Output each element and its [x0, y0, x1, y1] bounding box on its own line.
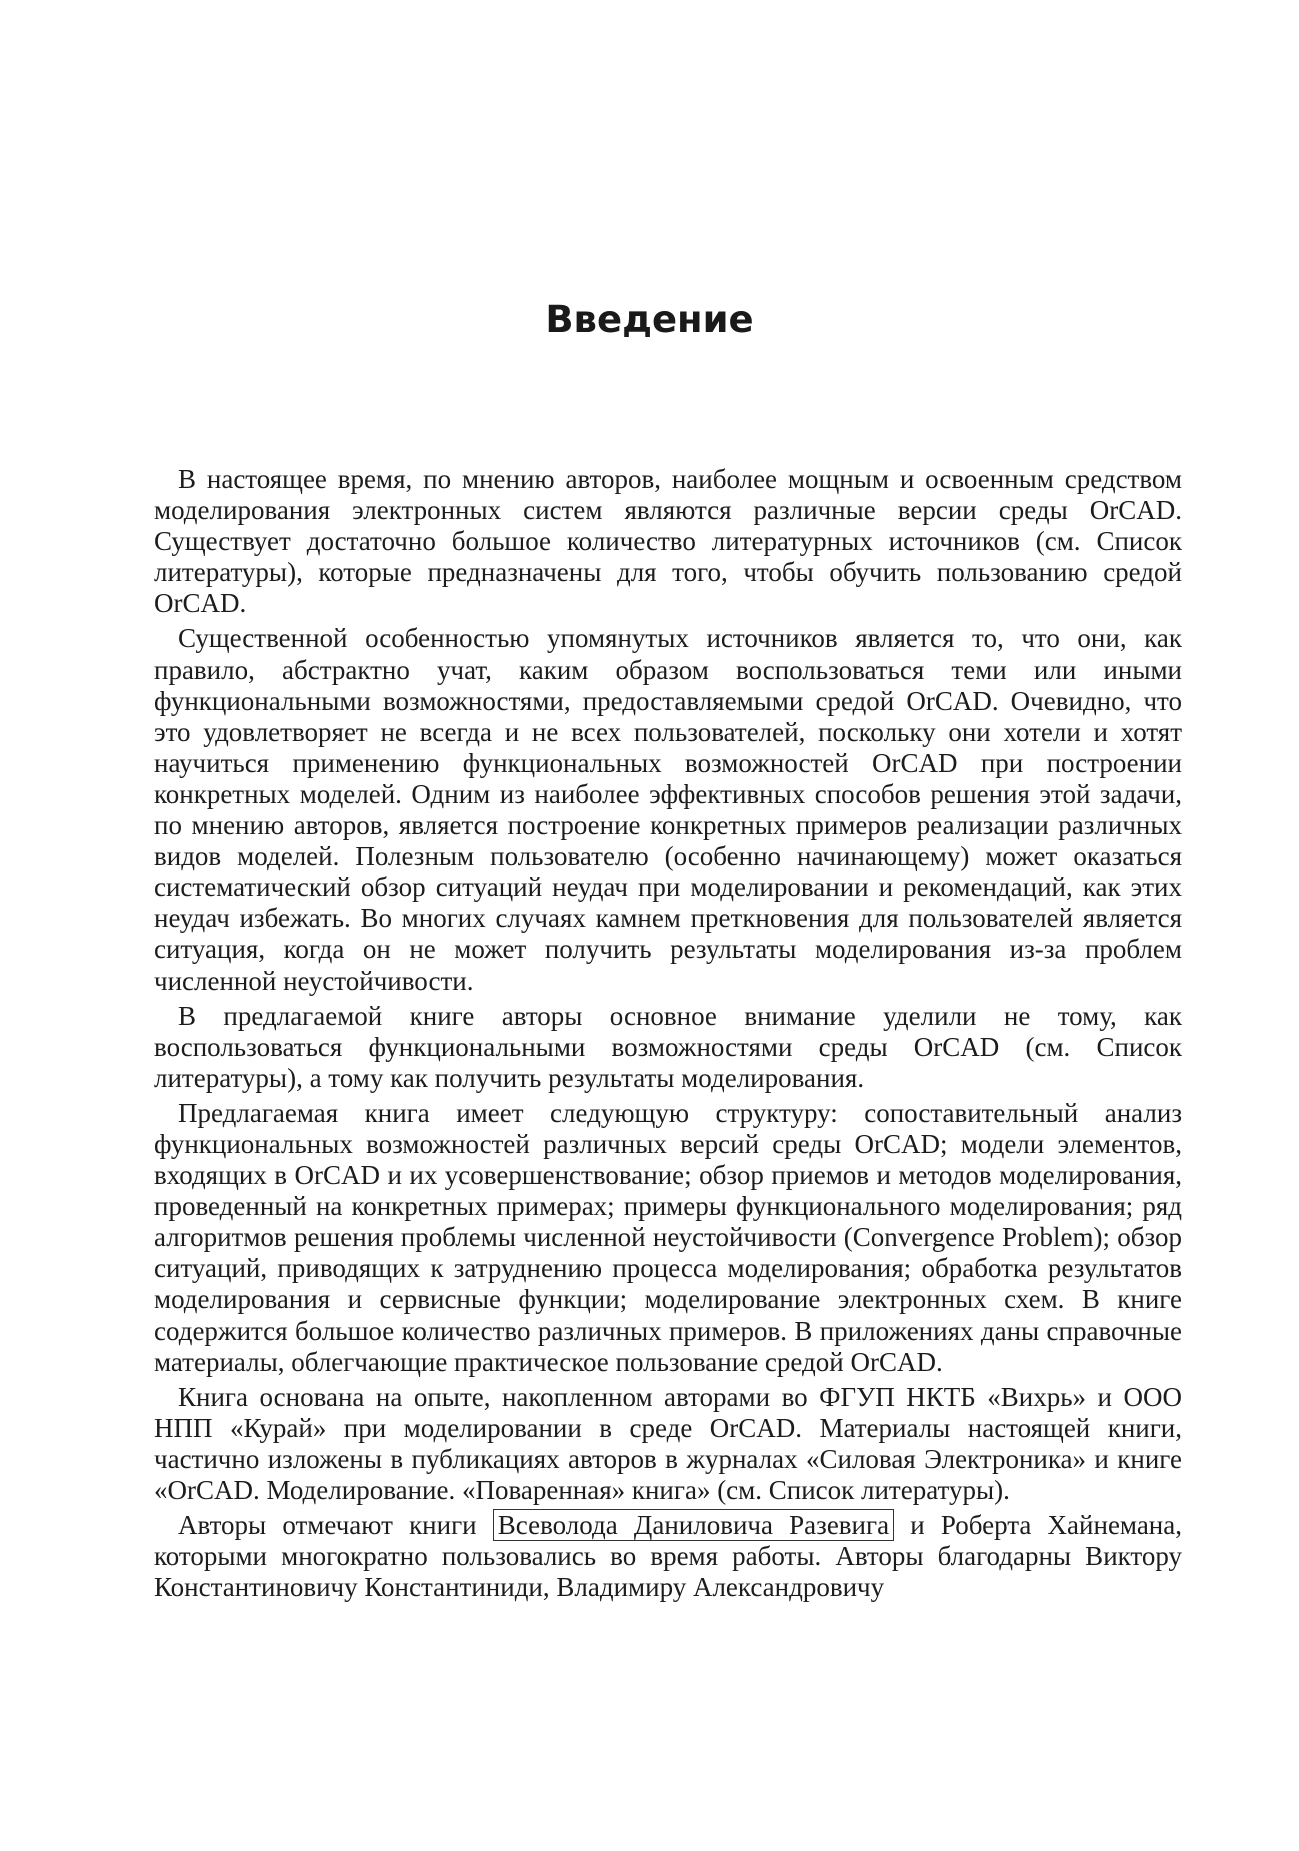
body-text [154, 464, 1182, 1607]
highlighted-author-name: Всеволода Даниловича Разевига [493, 1509, 894, 1541]
paragraph-6 [154, 1510, 1182, 1603]
paragraph-6-start: Авторы отмечают книги [178, 1510, 493, 1541]
paragraph-2: Существенной особенностью упомянутых источников является то, что они, как правило, абстрактно учат, каким образом воспользоваться теми или иными функциональными возможностями, предоставляемыми средой OrCAD. Очевидно, что это удовлетворяет не всегда и не всех пользователей, поскольку они хотели и хотят научиться применению функциональных возможностей OrCAD при построении конкретных моделей. Одним из наиболее эффективных способов решения этой задачи, по мнению авторов, является построение конкретных примеров реализации различных видов моделей. Полезным пользователю (особенно начинающему) может оказаться систематический обзор ситуаций неудач при моделировании и рекомендаций, как этих неудач избежать. Во многих случаях камнем преткновения для пользователей является ситуация, когда он не может получить результаты моделирования из-за проблем численной неустойчивости. [154, 623, 1182, 996]
page-title: Введение [545, 298, 754, 341]
paragraph-3: В предлагаемой книге авторы основное внимание уделили не тому, как воспользоваться функциональными возможностями среды OrCAD (см. Список литературы), а тому как получить результаты моделирования. [154, 1000, 1182, 1093]
paragraph-6-end: и Роберта Хайнемана, которыми многократно пользовались во время работы. Авторы благодарны Виктору Константиновичу Константиниди, Владимиру Александровичу [154, 1510, 1182, 1603]
paragraph-4: Предлагаемая книга имеет следующую структуру: сопоставительный анализ функциональных возможностей различных версий среды OrCAD; модели элементов, входящих в OrCAD и их усовершенствование; обзор приемов и методов моделирования, проведенный на конкретных примерах; примеры функционального моделирования; ряд алгоритмов решения проблемы численной неустойчивости (Convergence Problem); обзор ситуаций, приводящих к затруднению процесса моделирования; обработка результатов моделирования и сервисные функции; моделирование электронных схем. В книге содержится большое количество различных примеров. В приложениях даны справочные материалы, облегчающие практическое пользование средой OrCAD. [154, 1097, 1182, 1377]
paragraph-1: В настоящее время, по мнению авторов, наиболее мощным и освоенным средством моделирования электронных систем являются различные версии среды OrCAD. Существует достаточно большое количество литературных источников (см. Список литературы), которые предназначены для того, чтобы обучить пользованию средой OrCAD. [154, 464, 1182, 619]
paragraph-5: Книга основана на опыте, накопленном авторами во ФГУП НКТБ «Вихрь» и ООО НПП «Курай» при моделировании в среде OrCAD. Материалы настоящей книги, частично изложены в публикациях авторов в журналах «Силовая Электроника» и книге «OrCAD. Моделирование. «Поваренная» книга» (см. Список литературы). [154, 1381, 1182, 1505]
